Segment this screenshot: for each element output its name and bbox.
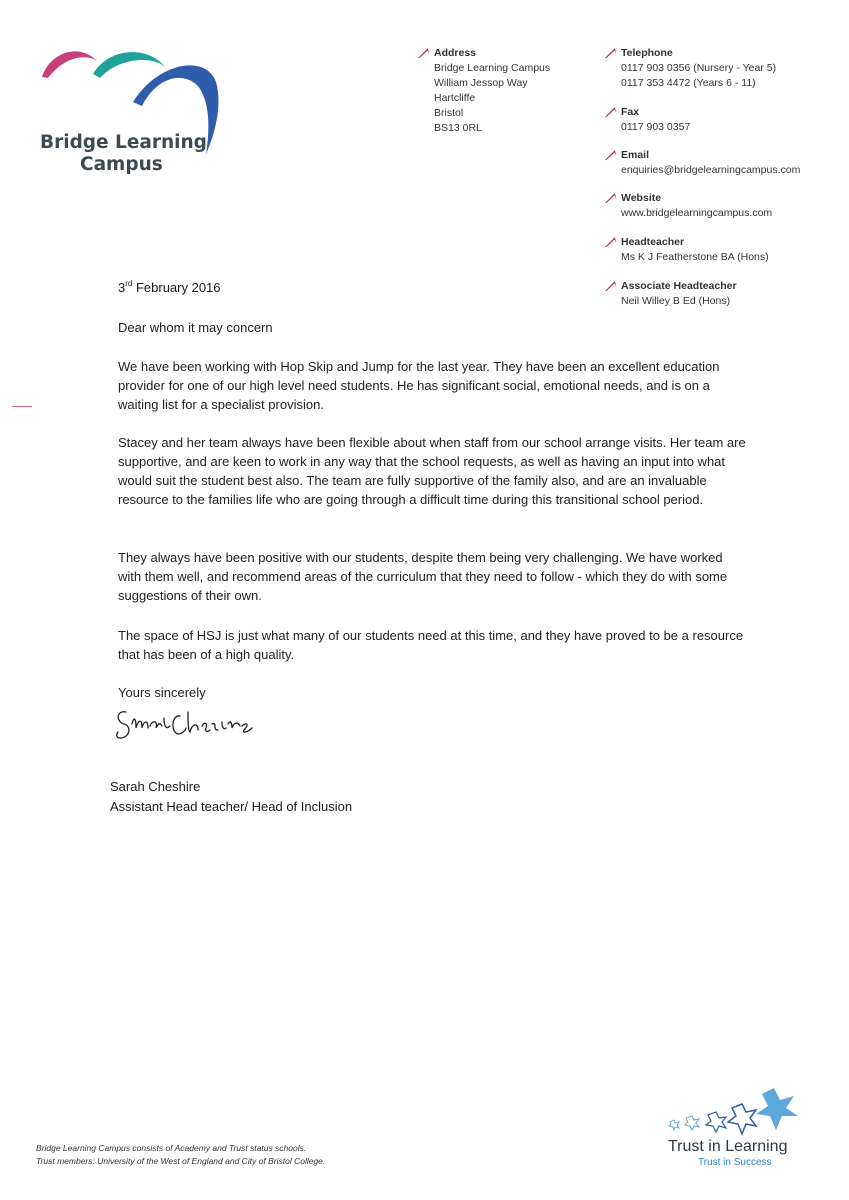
campus-logo — [38, 44, 228, 184]
arrow-icon — [605, 150, 617, 160]
address-line: William Jessop Way — [434, 77, 528, 89]
telephone-value: 0117 353 4472 (Years 6 - 11) — [621, 77, 756, 89]
trust-logo-title: Trust in Learning — [668, 1138, 788, 1155]
arrow-icon — [418, 48, 430, 58]
salutation: Dear whom it may concern — [118, 320, 273, 335]
address-line: Hartcliffe — [434, 92, 476, 104]
email-value[interactable]: enquiries@bridgelearningcampus.com — [621, 164, 801, 176]
footer-note: Bridge Learning Campus consists of Academy and Trust status schools. Trust members: University of the West of England and City of Bristol College. — [36, 1143, 326, 1166]
handwritten-signature — [114, 700, 254, 755]
headteacher-value: Ms K J Featherstone BA (Hons) — [621, 251, 769, 263]
associate-headteacher-block — [621, 279, 737, 309]
paragraph-1: We have been working with Hop Skip and Jump for the last year. They have been an excellent education provider for one of our high level need students. He has significant social, emotional needs, and is on a waiting list for a specialist provision. — [118, 359, 720, 412]
paragraph-2: Stacey and her team always have been flexible about when staff from our school arrange visits. Her team are supportive, and are keen to work in any way that the school requests, as well as having an input into what would suit the student best also. The team are fully supportive of the family also, and are an invaluable resource to the families life who are going through a difficult time during this transitional school period. — [118, 435, 746, 507]
telephone-block — [621, 46, 776, 91]
email-block — [621, 148, 800, 178]
paragraph-3: They always have been positive with our students, despite them being very challenging. We have worked with them well, and recommend areas of the curriculum that they need to follow - which they do with some suggestions of their own. — [118, 550, 728, 603]
paragraph-4: The space of HSJ is just what many of our students need at this time, and they have proved to be a resource that has been of a high quality. — [118, 628, 744, 662]
letter-date: 3rd February 2016 — [118, 279, 221, 295]
address-line: BS13 0RL — [434, 122, 482, 134]
fax-label: Fax — [621, 106, 640, 118]
logo-line-2: Campus — [80, 154, 163, 175]
arrow-icon — [605, 281, 617, 291]
arrow-icon — [605, 193, 617, 203]
address-line: Bristol — [434, 107, 464, 119]
website-block — [621, 191, 772, 221]
website-label: Website — [621, 192, 662, 204]
trust-logo-subtitle: Trust in Success — [698, 1157, 772, 1168]
fax-block — [621, 105, 690, 135]
logo-line-1: Bridge Learning — [40, 132, 207, 153]
signer-name: Sarah Cheshire — [110, 779, 201, 794]
arrow-icon — [605, 48, 617, 58]
address-block — [434, 46, 550, 136]
arrow-icon — [605, 237, 617, 247]
headteacher-block — [621, 235, 769, 265]
closing: Yours sincerely — [118, 685, 206, 700]
telephone-value: 0117 903 0356 (Nursery - Year 5) — [621, 62, 777, 74]
arrow-icon — [605, 107, 617, 117]
fax-value: 0117 903 0357 — [621, 121, 691, 133]
website-value[interactable]: www.bridgelearningcampus.com — [621, 207, 773, 219]
address-label: Address — [418, 46, 476, 61]
associate-headteacher-label: Associate Headteacher — [621, 280, 737, 292]
address-line: Bridge Learning Campus — [434, 62, 551, 74]
signer-title: Assistant Head teacher/ Head of Inclusion — [110, 799, 353, 814]
signer-block — [110, 777, 352, 817]
headteacher-label: Headteacher — [621, 236, 685, 248]
email-label: Email — [621, 149, 650, 161]
associate-headteacher-value: Neil Willey B Ed (Hons) — [621, 295, 731, 307]
telephone-label: Telephone — [621, 47, 673, 59]
margin-mark — [12, 406, 32, 407]
